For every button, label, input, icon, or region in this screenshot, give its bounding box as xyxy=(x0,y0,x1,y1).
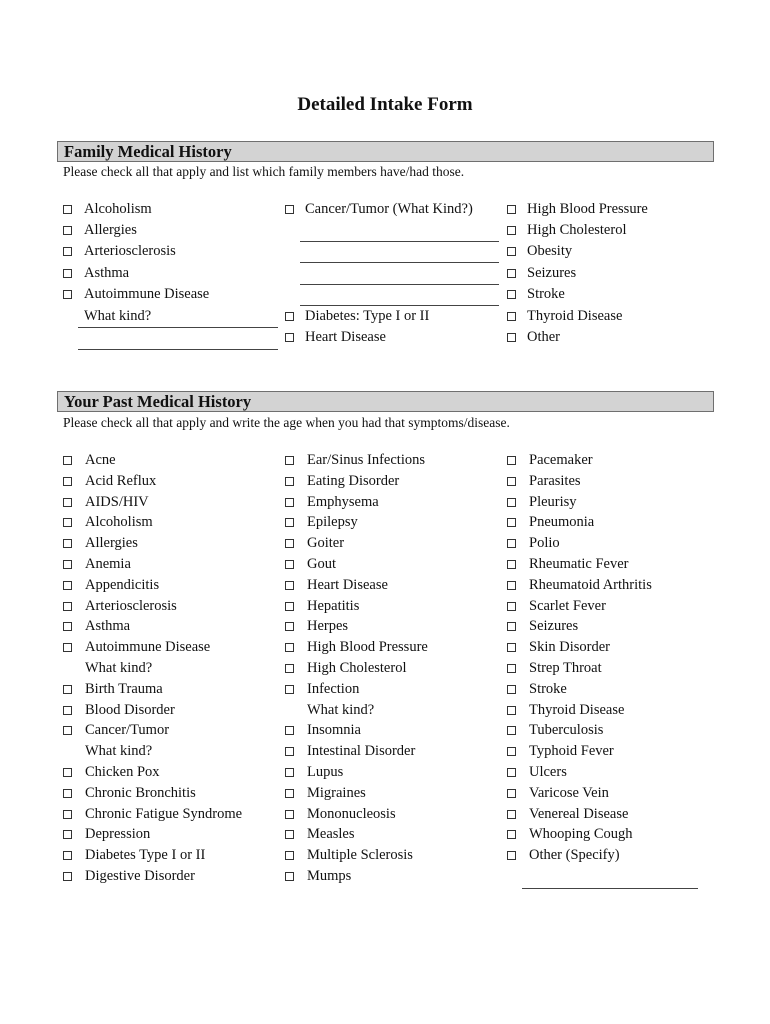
checkbox[interactable] xyxy=(507,205,516,214)
checkbox[interactable] xyxy=(63,269,72,278)
history-item: Parasites xyxy=(529,472,581,489)
history-item: AIDS/HIV xyxy=(85,493,149,510)
checkbox[interactable] xyxy=(63,830,72,839)
history-item: Typhoid Fever xyxy=(529,743,614,760)
family-item: Asthma xyxy=(84,264,130,281)
history-item: Acid Reflux xyxy=(85,472,157,489)
checkbox[interactable] xyxy=(63,226,72,235)
family-item: Alcoholism xyxy=(84,201,152,217)
what-kind-prompt: What kind? xyxy=(85,660,153,676)
history-item: Depression xyxy=(85,826,151,843)
checkbox[interactable] xyxy=(507,581,516,590)
checkbox[interactable] xyxy=(285,560,294,569)
checkbox[interactable] xyxy=(285,539,294,548)
checkbox[interactable] xyxy=(63,706,72,715)
history-item: Whooping Cough xyxy=(529,826,633,843)
history-item: Digestive Disorder xyxy=(85,868,195,884)
checkbox[interactable] xyxy=(63,498,72,507)
history-item: Pacemaker xyxy=(529,452,593,468)
checkbox[interactable] xyxy=(507,226,516,235)
family-item: Seizures xyxy=(527,264,577,281)
history-item: Migraines xyxy=(307,784,366,801)
checkbox[interactable] xyxy=(285,498,294,507)
checkbox[interactable] xyxy=(507,518,516,527)
checkbox[interactable] xyxy=(507,602,516,611)
history-item: Tuberculosis xyxy=(529,722,604,739)
family-item: Other xyxy=(527,329,561,346)
history-item: Allergies xyxy=(85,535,138,552)
history-item: Chronic Fatigue Syndrome xyxy=(85,805,243,822)
history-item: Eating Disorder xyxy=(307,472,400,489)
checkbox[interactable] xyxy=(507,810,516,819)
checkbox[interactable] xyxy=(507,498,516,507)
checkbox[interactable] xyxy=(507,333,516,342)
checkbox[interactable] xyxy=(63,685,72,694)
checkbox[interactable] xyxy=(285,622,294,631)
checkbox[interactable] xyxy=(285,726,294,735)
past-history-instruction: Please check all that apply and write the age when you had that symptoms/disease. xyxy=(63,415,510,430)
checkbox[interactable] xyxy=(63,810,72,819)
checkbox[interactable] xyxy=(507,290,516,299)
past-history-heading: Your Past Medical History xyxy=(57,391,714,412)
history-item: Skin Disorder xyxy=(529,639,610,656)
write-in-line[interactable] xyxy=(300,284,499,285)
checkbox[interactable] xyxy=(63,726,72,735)
checkbox[interactable] xyxy=(63,247,72,256)
checkbox[interactable] xyxy=(507,664,516,673)
checkbox[interactable] xyxy=(63,581,72,590)
family-item: Diabetes: Type I or II xyxy=(305,308,430,324)
history-item: Emphysema xyxy=(307,493,379,510)
history-item: Scarlet Fever xyxy=(529,597,606,614)
checkbox[interactable] xyxy=(63,290,72,299)
family-item: Autoimmune Disease xyxy=(84,285,210,302)
checkbox[interactable] xyxy=(507,851,516,860)
write-in-line[interactable] xyxy=(300,262,499,263)
family-history-heading: Family Medical History xyxy=(57,141,714,162)
checkbox[interactable] xyxy=(285,205,294,214)
history-item: Cancer/Tumor xyxy=(85,722,170,739)
checkbox[interactable] xyxy=(63,539,72,548)
checkbox[interactable] xyxy=(63,622,72,631)
history-item: Seizures xyxy=(529,618,579,635)
checkbox[interactable] xyxy=(63,768,72,777)
family-item: Arteriosclerosis xyxy=(84,243,176,260)
checkbox[interactable] xyxy=(507,685,516,694)
checkbox[interactable] xyxy=(285,518,294,527)
history-item: Stroke xyxy=(529,680,567,697)
checkbox[interactable] xyxy=(63,643,72,652)
checkbox[interactable] xyxy=(63,518,72,527)
checkbox[interactable] xyxy=(507,706,516,715)
history-item: Pneumonia xyxy=(529,514,595,531)
checkbox[interactable] xyxy=(285,643,294,652)
history-item: Ear/Sinus Infections xyxy=(307,452,425,468)
history-item: Hepatitis xyxy=(307,597,360,614)
checkbox[interactable] xyxy=(507,456,516,465)
family-item: High Cholesterol xyxy=(527,222,627,239)
family-item: Cancer/Tumor (What Kind?) xyxy=(305,201,473,217)
history-item: Polio xyxy=(529,535,560,552)
checkbox[interactable] xyxy=(63,602,72,611)
checkbox[interactable] xyxy=(285,830,294,839)
checkbox[interactable] xyxy=(507,643,516,652)
checkbox[interactable] xyxy=(285,872,294,881)
history-item: Diabetes Type I or II xyxy=(85,847,206,864)
checkbox[interactable] xyxy=(285,685,294,694)
history-item: Venereal Disease xyxy=(529,805,629,822)
checkbox[interactable] xyxy=(63,205,72,214)
checkbox[interactable] xyxy=(507,789,516,798)
checkbox[interactable] xyxy=(285,768,294,777)
history-item: Other (Specify) xyxy=(529,847,620,864)
history-item: Rheumatic Fever xyxy=(529,556,629,572)
history-item: Chicken Pox xyxy=(85,764,160,780)
checkbox[interactable] xyxy=(285,312,294,321)
history-item: Chronic Bronchitis xyxy=(85,784,196,801)
checkbox[interactable] xyxy=(507,247,516,256)
history-item: High Cholesterol xyxy=(307,660,407,676)
family-item: Stroke xyxy=(527,285,565,302)
history-item: Intestinal Disorder xyxy=(307,743,416,760)
checkbox[interactable] xyxy=(63,789,72,798)
history-item: Blood Disorder xyxy=(85,701,175,718)
what-kind-prompt: What kind? xyxy=(307,701,375,718)
history-item: Heart Disease xyxy=(307,576,388,593)
history-item: Autoimmune Disease xyxy=(85,639,211,656)
checkbox[interactable] xyxy=(285,664,294,673)
history-item: Asthma xyxy=(85,618,131,635)
history-item: Thyroid Disease xyxy=(529,701,625,718)
history-item: Multiple Sclerosis xyxy=(307,847,413,864)
history-item: Alcoholism xyxy=(85,514,153,531)
checkbox[interactable] xyxy=(507,560,516,569)
history-item: Acne xyxy=(85,452,116,468)
history-item: Infection xyxy=(307,680,360,697)
form-title: Detailed Intake Form xyxy=(297,94,473,115)
checkbox[interactable] xyxy=(63,851,72,860)
history-item: Anemia xyxy=(85,556,131,572)
history-item: Ulcers xyxy=(529,764,567,780)
history-item: Arteriosclerosis xyxy=(85,597,177,614)
history-item: Birth Trauma xyxy=(85,680,163,697)
write-in-line[interactable] xyxy=(300,305,499,306)
checkbox[interactable] xyxy=(285,477,294,486)
history-item: Epilepsy xyxy=(307,514,358,531)
write-in-line[interactable] xyxy=(78,349,278,350)
family-item: Allergies xyxy=(84,222,137,239)
checkbox[interactable] xyxy=(285,456,294,465)
checkbox[interactable] xyxy=(507,768,516,777)
history-item: Pleurisy xyxy=(529,493,577,510)
checkbox[interactable] xyxy=(507,539,516,548)
family-item: Thyroid Disease xyxy=(527,308,623,324)
history-item: Appendicitis xyxy=(85,576,160,593)
history-item: Insomnia xyxy=(307,722,361,739)
checkbox[interactable] xyxy=(507,477,516,486)
family-history-instruction: Please check all that apply and list which family members have/had those. xyxy=(63,164,465,179)
checkbox[interactable] xyxy=(507,726,516,735)
family-item: Heart Disease xyxy=(305,329,386,346)
checkbox[interactable] xyxy=(63,456,72,465)
checkbox[interactable] xyxy=(285,851,294,860)
history-item: Strep Throat xyxy=(529,660,602,676)
checkbox[interactable] xyxy=(507,269,516,278)
history-item: Lupus xyxy=(307,764,344,780)
checkbox[interactable] xyxy=(285,333,294,342)
history-item: High Blood Pressure xyxy=(307,639,428,656)
write-in-line[interactable] xyxy=(522,888,698,889)
checkbox[interactable] xyxy=(285,602,294,611)
family-item: High Blood Pressure xyxy=(527,201,648,217)
checkbox[interactable] xyxy=(63,477,72,486)
write-in-line[interactable] xyxy=(300,241,499,242)
history-item: Herpes xyxy=(307,618,349,635)
what-kind-prompt: What kind? xyxy=(84,308,152,324)
checkbox[interactable] xyxy=(63,872,72,881)
history-item: Mononucleosis xyxy=(307,805,396,822)
checkbox[interactable] xyxy=(507,312,516,321)
checkbox[interactable] xyxy=(285,810,294,819)
history-item: Varicose Vein xyxy=(529,784,609,801)
history-item: Mumps xyxy=(307,868,352,884)
checkbox[interactable] xyxy=(285,747,294,756)
checkbox[interactable] xyxy=(507,830,516,839)
write-in-line[interactable] xyxy=(78,327,278,328)
checkbox[interactable] xyxy=(63,560,72,569)
checkbox[interactable] xyxy=(285,789,294,798)
family-item: Obesity xyxy=(527,243,573,260)
what-kind-prompt: What kind? xyxy=(85,743,153,760)
checkbox[interactable] xyxy=(507,622,516,631)
history-item: Gout xyxy=(307,556,336,572)
checkbox[interactable] xyxy=(285,581,294,590)
history-item: Rheumatoid Arthritis xyxy=(529,576,652,593)
history-item: Goiter xyxy=(307,535,345,552)
checkbox[interactable] xyxy=(507,747,516,756)
history-item: Measles xyxy=(307,826,355,843)
